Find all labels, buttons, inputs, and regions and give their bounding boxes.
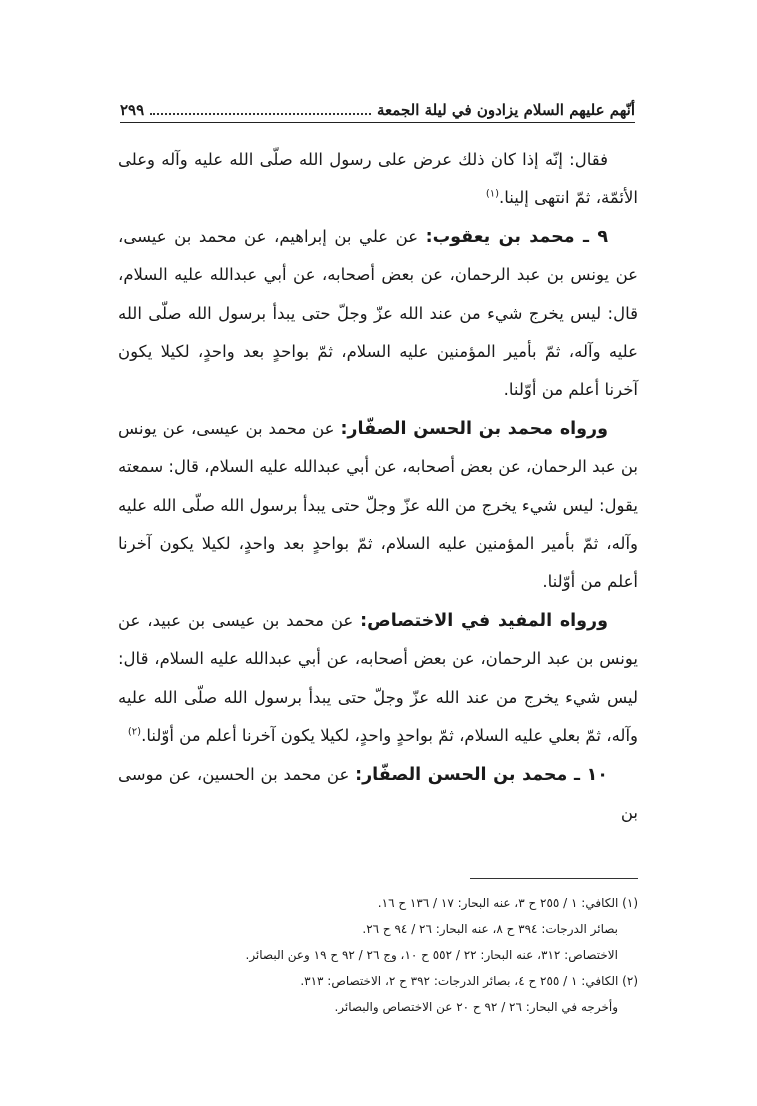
footnote-line: بصائر الدرجات: ٣٩٤ ح ٨، عنه البحار: ٢٦ / ٩٤ ح ٢٦. — [362, 922, 618, 936]
hadith-10-lead: ١٠ ـ محمد بن الحسن الصفّار: — [355, 764, 608, 785]
paragraph-3 — [118, 410, 638, 602]
footnote-ref-1: (١) — [485, 188, 500, 200]
header-dot-leader — [150, 113, 371, 115]
paragraph-4-text: عن محمد بن عيسى بن عبيد، عن يونس بن عبد الرحمان، عن بعض أصحابه، عن أبي عبدالله عليه السلام، قال: ليس شيء يخرج من عند الله عزّ وجلّ حتى يبدأ برسول الله صلّى الله عليه وآله، ثمّ بعلي عليه السلام، ثمّ بواحدٍ واحدٍ، لكيلا يكون آخرنا أعلم من أوّلنا. — [118, 610, 638, 746]
page-number: ٢٩٩ — [120, 101, 145, 119]
paragraph-2-text: عن علي بن إبراهيم، عن محمد بن عيسى، عن يونس بن عبد الرحمان، عن بعض أصحابه، عن أبي عبدالله عليه السلام، قال: ليس يخرج شيء من عند الله عزّ وجلّ حتى يبدأ برسول الله صلّى الله عليه وآله، ثمّ بأمير المؤمنين عليه السلام، ثمّ بواحدٍ بعد واحدٍ، لكيلا يكون آخرنا أعلم من أوّلنا. — [118, 226, 638, 400]
footnote-line: (١) الكافي: ١ / ٢٥٥ ح ٣، عنه البحار: ١٧ / ١٣٦ ح ١٦. — [377, 896, 638, 910]
footnote-ref-2: (٢) — [127, 726, 142, 738]
footnote-line: (٢) الكافي: ١ / ٢٥٥ ح ٤، بصائر الدرجات: ٣٩٢ ح ٢، الاختصاص: ٣١٣. — [300, 974, 638, 988]
hadith-9-lead: ٩ ـ محمد بن يعقوب: — [425, 226, 608, 247]
footnote-line: وأخرجه في البحار: ٢٦ / ٩٢ ح ٢٠ عن الاختصاص والبصائر. — [334, 1000, 618, 1014]
running-header — [120, 96, 635, 123]
footnote-divider — [470, 878, 638, 879]
main-text — [118, 141, 638, 832]
paragraph-5-text: عن محمد بن الحسين، عن موسى بن — [118, 764, 638, 822]
saffar-lead: ورواه محمد بن الحسن الصفّار: — [340, 418, 608, 439]
footnotes — [200, 890, 638, 1020]
footnote-line: الاختصاص: ٣١٢، عنه البحار: ٢٢ / ٥٥٢ ح ١٠، وج ٢٦ / ٩٢ ح ١٩ وعن البصائر. — [245, 948, 618, 962]
paragraph-1-text: فقال: إنّه إذا كان ذلك عرض على رسول الله صلّى الله عليه وآله وعلى الأئمّة، ثمّ انتهى إلينا. — [118, 150, 638, 208]
paragraph-2 — [118, 218, 638, 410]
paragraph-1 — [118, 141, 638, 218]
paragraph-4 — [118, 602, 638, 756]
running-title: أنّهم عليهم السلام يزادون في ليلة الجمعة — [377, 101, 635, 119]
mufid-lead: ورواه المفيد في الاختصاص: — [360, 610, 608, 631]
paragraph-3-text: عن محمد بن عيسى، عن يونس بن عبد الرحمان، عن بعض أصحابه، عن أبي عبدالله عليه السلام، قال: سمعته يقول: ليس شيء يخرج من الله عزّ وجلّ حتى يبدأ برسول الله صلّى الله عليه وآله، ثمّ بأمير المؤمنين عليه السلام، ثمّ بواحدٍ بعد واحدٍ، لكيلا يكون آخرنا أعلم من أوّلنا. — [118, 418, 638, 592]
paragraph-5 — [118, 756, 638, 833]
